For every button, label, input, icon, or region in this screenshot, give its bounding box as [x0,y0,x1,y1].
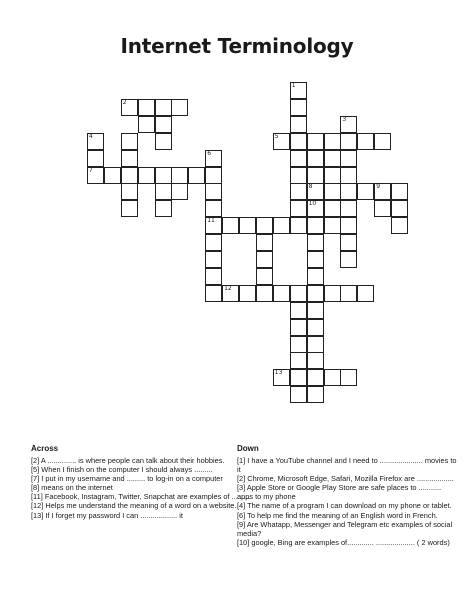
crossword-cell[interactable] [121,167,138,184]
crossword-cell[interactable] [171,99,188,116]
crossword-cell[interactable] [374,183,391,200]
crossword-cell[interactable] [307,336,324,353]
crossword-cell[interactable] [256,234,273,251]
crossword-cell[interactable] [340,217,357,234]
crossword-cell[interactable] [374,133,391,150]
crossword-cell[interactable] [273,133,290,150]
down-clue-6: [6] To help me find the meaning of an English word in French. [237,510,438,520]
crossword-cell[interactable] [391,183,408,200]
crossword-cell[interactable] [121,200,138,217]
clue-number: 7 [88,166,93,174]
crossword-cell[interactable] [205,217,222,234]
crossword-cell[interactable] [324,369,341,386]
crossword-cell[interactable] [256,268,273,285]
crossword-cell[interactable] [290,302,307,319]
crossword-cell[interactable] [324,285,341,302]
crossword-cell[interactable] [171,167,188,184]
crossword-cell[interactable] [307,251,324,268]
crossword-cell[interactable] [340,167,357,184]
crossword-cell[interactable] [290,217,307,234]
crossword-cell[interactable] [290,150,307,167]
crossword-cell[interactable] [205,251,222,268]
crossword-cell[interactable] [374,200,391,217]
crossword-cell[interactable] [307,200,324,217]
crossword-cell[interactable] [290,82,307,99]
down-clues [237,444,457,547]
crossword-cell[interactable] [290,285,307,302]
crossword-cell[interactable] [273,369,290,386]
clue-number: 2 [122,98,127,106]
crossword-cell[interactable] [205,234,222,251]
across-heading: Across [31,444,59,453]
crossword-cell[interactable] [155,183,172,200]
crossword-cell[interactable] [340,200,357,217]
crossword-cell[interactable] [121,183,138,200]
puzzle-title: Internet Terminology [120,34,354,58]
crossword-cell[interactable] [205,167,222,184]
crossword-cell[interactable] [307,234,324,251]
down-clue-9: [9] Are Whatapp, Messenger and Telegram etc examples of social media? [237,519,453,538]
crossword-cell[interactable] [307,352,324,369]
clue-number: 3 [342,115,347,123]
crossword-cell[interactable] [290,200,307,217]
crossword-cell[interactable] [340,234,357,251]
crossword-cell[interactable] [256,217,273,234]
crossword-cell[interactable] [290,386,307,403]
crossword-cell[interactable] [340,116,357,133]
crossword-cell[interactable] [307,319,324,336]
crossword-cell[interactable] [273,217,290,234]
clue-number: 1 [291,82,296,89]
crossword-cell[interactable] [340,369,357,386]
crossword-cell[interactable] [87,133,104,150]
crossword-cell[interactable] [340,183,357,200]
crossword-cell[interactable] [340,133,357,150]
crossword-cell[interactable] [205,200,222,217]
crossword-cell[interactable] [121,150,138,167]
clue-number: 8 [308,183,313,191]
crossword-cell[interactable] [307,167,324,184]
crossword-cell[interactable] [290,369,307,386]
crossword-cell[interactable] [87,167,104,184]
crossword-cell[interactable] [290,336,307,353]
crossword-cell[interactable] [307,386,324,403]
crossword-cell[interactable] [290,116,307,133]
crossword-cell[interactable] [87,150,104,167]
clue-number: 13 [274,369,283,377]
crossword-cell[interactable] [391,217,408,234]
crossword-cell[interactable] [290,352,307,369]
crossword-cell[interactable] [121,133,138,150]
down-clue-10: [10] google, Bing are examples of............. ................... ( 2 words) [237,537,450,547]
across-clue-7: [7] I put in my username and ......... to log-in on a computer [31,474,223,484]
down-clue-4: [4] The name of a program I can download on my phone or tablet. [237,501,452,511]
crossword-cell[interactable] [357,183,374,200]
clue-number: 6 [207,149,212,157]
crossword-cell[interactable] [273,285,290,302]
crossword-cell[interactable] [324,167,341,184]
across-clue-8: [8] means on the internet [31,483,113,493]
across-clues [31,444,251,520]
crossword-cell[interactable] [290,319,307,336]
clue-number: 4 [88,132,93,140]
crossword-cell[interactable] [121,99,138,116]
crossword-cell[interactable] [307,268,324,285]
crossword-cell[interactable] [155,99,172,116]
crossword-cell[interactable] [324,150,341,167]
crossword-cell[interactable] [324,183,341,200]
crossword-cell[interactable] [171,183,188,200]
crossword-cell[interactable] [138,167,155,184]
crossword-cell[interactable] [290,183,307,200]
crossword-cell[interactable] [205,268,222,285]
clue-number: 5 [274,132,279,140]
crossword-cell[interactable] [205,285,222,302]
crossword-cell[interactable] [290,167,307,184]
clue-number: 11 [207,217,215,225]
crossword-cell[interactable] [222,217,239,234]
clue-number: 12 [224,284,232,292]
crossword-cell[interactable] [205,150,222,167]
crossword-cell[interactable] [307,285,324,302]
crossword-cell[interactable] [290,99,307,116]
down-heading: Down [237,444,259,453]
crossword-cell[interactable] [138,116,155,133]
crossword-cell[interactable] [256,285,273,302]
crossword-cell[interactable] [340,150,357,167]
down-clue-3: [3] Apple Store or Google Play Store are safe places to ........... apps to my phone [237,483,442,502]
crossword-cell[interactable] [155,167,172,184]
down-clue-2: [2] Chrome, Microsoft Edge, Safari, Mozilla Firefox are .................. [237,474,454,484]
crossword-cell[interactable] [324,217,341,234]
clue-number: 10 [308,200,317,208]
crossword-cell[interactable] [324,200,341,217]
crossword-cell[interactable] [307,150,324,167]
crossword-cell[interactable] [391,200,408,217]
crossword-cell[interactable] [290,133,307,150]
crossword-cell[interactable] [155,116,172,133]
crossword-cell[interactable] [239,217,256,234]
across-clue-13: [13] If I forget my password I can .................. it [31,510,183,520]
crossword-cell[interactable] [357,285,374,302]
clue-number: 9 [376,183,381,191]
crossword-cell[interactable] [340,251,357,268]
crossword-cell[interactable] [307,183,324,200]
down-clue-1: [1] I have a YouTube channel and I need to ..................... movies to it [237,456,457,475]
across-clue-2: [2] A .............. is where people can talk about their hobbies. [31,456,225,465]
crossword-cell[interactable] [222,285,239,302]
across-clue-11: [11] Facebook, Instagram, Twitter, Snapchat are examples of ......... [31,492,251,502]
crossword-cell[interactable] [340,285,357,302]
crossword-cell[interactable] [324,133,341,150]
crossword-cell[interactable] [256,251,273,268]
crossword-cell[interactable] [155,133,172,150]
crossword-cell[interactable] [155,200,172,217]
across-clue-12: [12] Helps me understand the meaning of a word on a website. [31,501,237,511]
crossword-cell[interactable] [307,302,324,319]
crossword-cell[interactable] [188,167,205,184]
across-clue-5: [5] When I finish on the computer I should always ......... [31,465,213,475]
crossword-cell[interactable] [239,285,256,302]
crossword-cell[interactable] [357,133,374,150]
crossword-cell[interactable] [205,183,222,200]
crossword-cell[interactable] [307,133,324,150]
crossword-cell[interactable] [104,167,121,184]
crossword-cell[interactable] [307,217,324,234]
crossword-cell[interactable] [307,369,324,386]
crossword-cell[interactable] [138,99,155,116]
